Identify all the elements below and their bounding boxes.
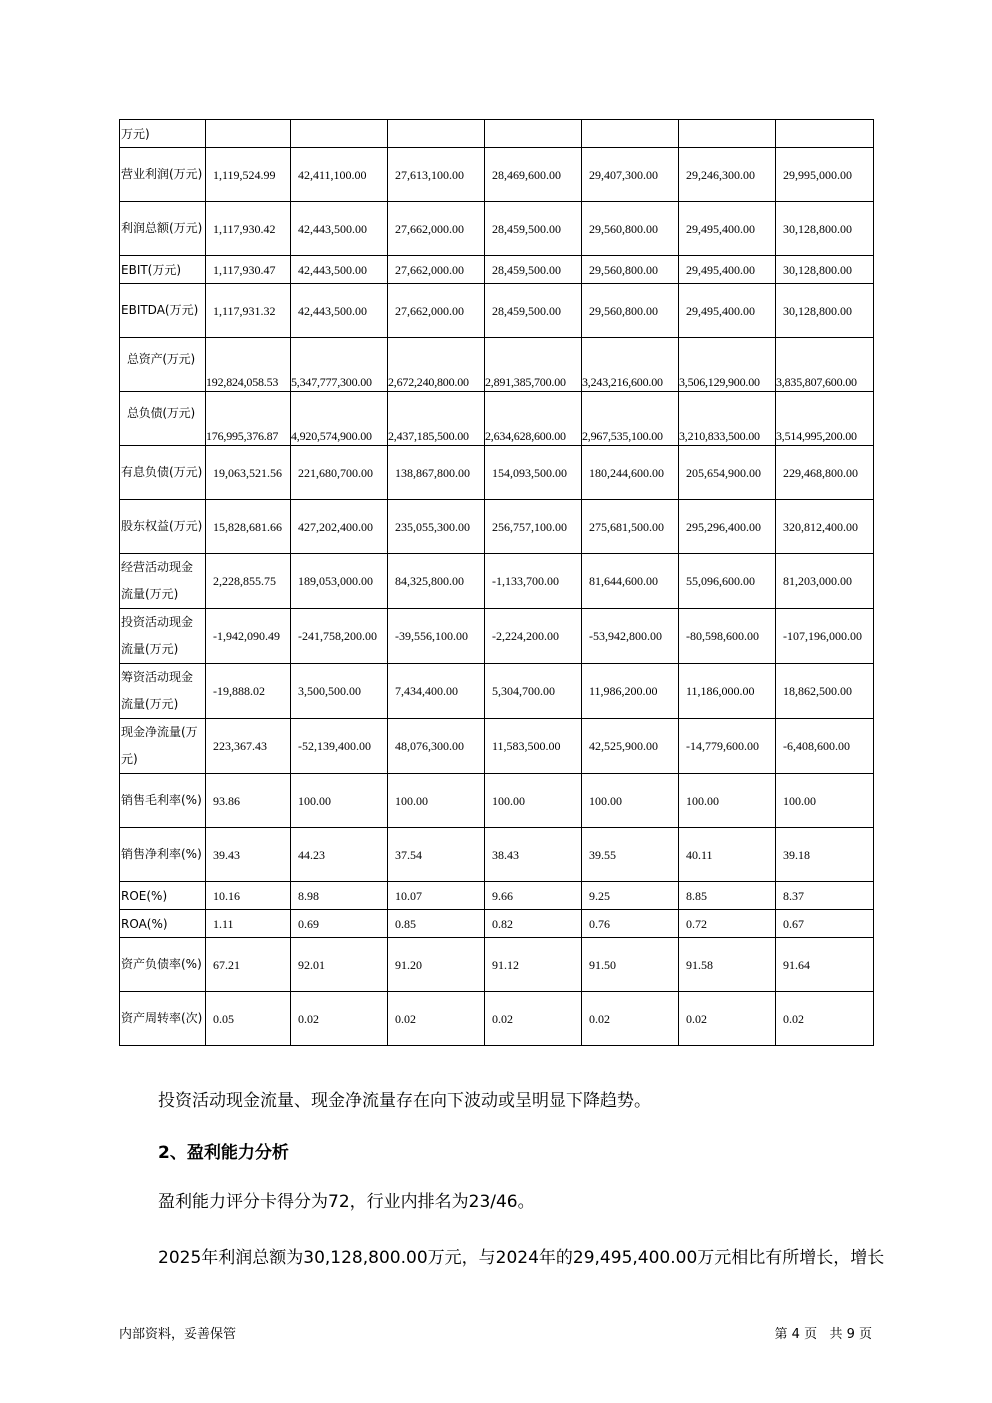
table-cell: 5,304,700.00	[485, 664, 582, 719]
table-cell: 7,434,400.00	[388, 664, 485, 719]
table-row	[120, 910, 874, 938]
table-cell: 19,063,521.56	[206, 446, 291, 500]
table-cell: 100.00	[776, 774, 874, 828]
table-cell: 2,634,628,600.00	[485, 392, 582, 446]
table-cell: 0.02	[291, 992, 388, 1046]
table-cell: 5,347,777,300.00	[291, 338, 388, 392]
table-cell: 3,514,995,200.00	[776, 392, 874, 446]
table-cell	[291, 120, 388, 148]
table-cell: 275,681,500.00	[582, 500, 679, 554]
table-cell: 427,202,400.00	[291, 500, 388, 554]
table-cell: 8.98	[291, 882, 388, 910]
table-cell: 0.69	[291, 910, 388, 938]
table-cell: 3,835,807,600.00	[776, 338, 874, 392]
table-cell: 0.85	[388, 910, 485, 938]
table-cell: -107,196,000.00	[776, 609, 874, 664]
table-cell: 138,867,800.00	[388, 446, 485, 500]
table-cell: 30,128,800.00	[776, 202, 874, 256]
table-row	[120, 338, 874, 392]
table-cell: 42,443,500.00	[291, 256, 388, 284]
table-cell: 11,583,500.00	[485, 719, 582, 774]
row-label: 总负债(万元)	[120, 392, 206, 446]
table-row	[120, 938, 874, 992]
table-cell: 29,246,300.00	[679, 148, 776, 202]
table-cell: 40.11	[679, 828, 776, 882]
table-row	[120, 500, 874, 554]
table-row	[120, 664, 874, 719]
table-cell: 1,119,524.99	[206, 148, 291, 202]
table-cell: 0.02	[388, 992, 485, 1046]
footer-confidential-note: 内部资料，妥善保管	[119, 1327, 237, 1342]
table-body	[120, 120, 874, 1046]
table-cell: 91.64	[776, 938, 874, 992]
table-cell: 0.02	[776, 992, 874, 1046]
table-cell: 30,128,800.00	[776, 284, 874, 338]
table-cell: 0.76	[582, 910, 679, 938]
table-cell: 11,986,200.00	[582, 664, 679, 719]
table-cell: 3,210,833,500.00	[679, 392, 776, 446]
table-cell: 27,662,000.00	[388, 284, 485, 338]
table-cell: 2,967,535,100.00	[582, 392, 679, 446]
table-cell: 0.02	[582, 992, 679, 1046]
row-label: 现金净流量(万元)	[120, 719, 206, 774]
table-cell: 42,525,900.00	[582, 719, 679, 774]
table-cell: 3,500,500.00	[291, 664, 388, 719]
table-cell: -1,942,090.49	[206, 609, 291, 664]
table-cell: 81,203,000.00	[776, 554, 874, 609]
table-cell: 1,117,930.47	[206, 256, 291, 284]
table-cell: 29,495,400.00	[679, 256, 776, 284]
table-cell: 91.12	[485, 938, 582, 992]
table-cell: 154,093,500.00	[485, 446, 582, 500]
financial-data-table	[119, 119, 874, 1046]
footer-page-number: 第 4 页 共 9 页	[774, 1327, 872, 1342]
table-cell: 91.58	[679, 938, 776, 992]
table-cell: 11,186,000.00	[679, 664, 776, 719]
table-row	[120, 284, 874, 338]
table-cell: 37.54	[388, 828, 485, 882]
table-cell: 28,469,600.00	[485, 148, 582, 202]
table-cell: -2,224,200.00	[485, 609, 582, 664]
paragraph-scorecard: 盈利能力评分卡得分为72，行业内排名为23/46。	[158, 1192, 535, 1212]
table-cell: 205,654,900.00	[679, 446, 776, 500]
table-cell: 42,411,100.00	[291, 148, 388, 202]
table-cell: 67.21	[206, 938, 291, 992]
table-cell: 229,468,800.00	[776, 446, 874, 500]
table-cell: 39.55	[582, 828, 679, 882]
table-cell: 3,243,216,600.00	[582, 338, 679, 392]
table-row	[120, 609, 874, 664]
table-row	[120, 554, 874, 609]
table-cell: 295,296,400.00	[679, 500, 776, 554]
table-cell: 28,459,500.00	[485, 284, 582, 338]
row-label: 总资产(万元)	[120, 338, 206, 392]
table-cell: 27,662,000.00	[388, 202, 485, 256]
table-cell: 223,367.43	[206, 719, 291, 774]
row-label: 销售毛利率(%)	[120, 774, 206, 828]
table-cell: 29,560,800.00	[582, 284, 679, 338]
table-cell: 39.43	[206, 828, 291, 882]
row-label: 投资活动现金流量(万元)	[120, 609, 206, 664]
table-cell: 180,244,600.00	[582, 446, 679, 500]
row-label: 营业利润(万元)	[120, 148, 206, 202]
row-label: 筹资活动现金流量(万元)	[120, 664, 206, 719]
table-cell: 100.00	[485, 774, 582, 828]
row-label: 利润总额(万元)	[120, 202, 206, 256]
table-cell: 2,228,855.75	[206, 554, 291, 609]
table-cell: 10.16	[206, 882, 291, 910]
table-row	[120, 882, 874, 910]
table-cell: 4,920,574,900.00	[291, 392, 388, 446]
table-cell: 92.01	[291, 938, 388, 992]
table-row	[120, 446, 874, 500]
table-cell: -6,408,600.00	[776, 719, 874, 774]
table-cell: 29,407,300.00	[582, 148, 679, 202]
table-row	[120, 120, 874, 148]
table-cell: 44.23	[291, 828, 388, 882]
table-cell: 192,824,058.53	[206, 338, 291, 392]
table-cell: 9.66	[485, 882, 582, 910]
table-cell	[388, 120, 485, 148]
table-cell: 8.85	[679, 882, 776, 910]
table-cell: 29,560,800.00	[582, 256, 679, 284]
table-cell: 235,055,300.00	[388, 500, 485, 554]
table-cell	[485, 120, 582, 148]
table-cell	[776, 120, 874, 148]
table-cell: 29,495,400.00	[679, 202, 776, 256]
table-cell: 93.86	[206, 774, 291, 828]
table-cell: 10.07	[388, 882, 485, 910]
table-cell: -14,779,600.00	[679, 719, 776, 774]
table-cell: 8.37	[776, 882, 874, 910]
table-cell: -241,758,200.00	[291, 609, 388, 664]
table-row	[120, 202, 874, 256]
table-cell: 81,644,600.00	[582, 554, 679, 609]
table-row	[120, 828, 874, 882]
table-cell: 30,128,800.00	[776, 256, 874, 284]
table-cell: 1,117,930.42	[206, 202, 291, 256]
table-cell: 189,053,000.00	[291, 554, 388, 609]
table-cell: 0.02	[485, 992, 582, 1046]
table-cell: 3,506,129,900.00	[679, 338, 776, 392]
table-cell: 100.00	[679, 774, 776, 828]
table-cell: 39.18	[776, 828, 874, 882]
table-cell: 91.20	[388, 938, 485, 992]
table-cell: 55,096,600.00	[679, 554, 776, 609]
table-cell: 0.67	[776, 910, 874, 938]
table-cell: -39,556,100.00	[388, 609, 485, 664]
table-cell	[679, 120, 776, 148]
table-cell: 221,680,700.00	[291, 446, 388, 500]
table-cell: 0.05	[206, 992, 291, 1046]
table-row	[120, 392, 874, 446]
table-cell: 15,828,681.66	[206, 500, 291, 554]
row-label: 有息负债(万元)	[120, 446, 206, 500]
table-cell: -53,942,800.00	[582, 609, 679, 664]
table-cell: 29,560,800.00	[582, 202, 679, 256]
table-cell: 100.00	[291, 774, 388, 828]
table-cell: 28,459,500.00	[485, 202, 582, 256]
table-cell: 320,812,400.00	[776, 500, 874, 554]
paragraph-total-profit: 2025年利润总额为30,128,800.00万元，与2024年的29,495,400.00万元相比有所增长，增长	[158, 1248, 885, 1268]
row-label: 股东权益(万元)	[120, 500, 206, 554]
row-label: ROA(%)	[120, 910, 206, 938]
table-cell: 84,325,800.00	[388, 554, 485, 609]
table-cell: 2,672,240,800.00	[388, 338, 485, 392]
table-cell	[206, 120, 291, 148]
table-row	[120, 256, 874, 284]
table-cell: 38.43	[485, 828, 582, 882]
table-cell: -19,888.02	[206, 664, 291, 719]
table-row	[120, 774, 874, 828]
table-cell: 29,495,400.00	[679, 284, 776, 338]
table-cell: 42,443,500.00	[291, 202, 388, 256]
section-heading-profitability: 2、盈利能力分析	[158, 1143, 289, 1163]
row-label: EBIT(万元)	[120, 256, 206, 284]
table-cell	[582, 120, 679, 148]
table-cell: 2,891,385,700.00	[485, 338, 582, 392]
table-row	[120, 148, 874, 202]
row-label: 万元)	[120, 120, 206, 148]
table-cell: 28,459,500.00	[485, 256, 582, 284]
row-label: EBITDA(万元)	[120, 284, 206, 338]
table-cell: -1,133,700.00	[485, 554, 582, 609]
table-cell: 1,117,931.32	[206, 284, 291, 338]
table-cell: 100.00	[388, 774, 485, 828]
table-cell: 176,995,376.87	[206, 392, 291, 446]
paragraph-trend-note: 投资活动现金流量、现金净流量存在向下波动或呈明显下降趋势。	[158, 1091, 651, 1111]
table-cell: -80,598,600.00	[679, 609, 776, 664]
row-label: 销售净利率(%)	[120, 828, 206, 882]
table-cell: 42,443,500.00	[291, 284, 388, 338]
row-label: 资产负债率(%)	[120, 938, 206, 992]
row-label: 资产周转率(次)	[120, 992, 206, 1046]
table-cell: 256,757,100.00	[485, 500, 582, 554]
row-label: 经营活动现金流量(万元)	[120, 554, 206, 609]
table-cell: 1.11	[206, 910, 291, 938]
table-cell: 100.00	[582, 774, 679, 828]
table-cell: 0.72	[679, 910, 776, 938]
table-cell: -52,139,400.00	[291, 719, 388, 774]
table-cell: 2,437,185,500.00	[388, 392, 485, 446]
table-cell: 48,076,300.00	[388, 719, 485, 774]
table-cell: 29,995,000.00	[776, 148, 874, 202]
table-cell: 27,613,100.00	[388, 148, 485, 202]
table-cell: 9.25	[582, 882, 679, 910]
row-label: ROE(%)	[120, 882, 206, 910]
table-cell: 91.50	[582, 938, 679, 992]
table-cell: 0.02	[679, 992, 776, 1046]
table-row	[120, 719, 874, 774]
table-row	[120, 992, 874, 1046]
table-cell: 27,662,000.00	[388, 256, 485, 284]
table-cell: 0.82	[485, 910, 582, 938]
table-cell: 18,862,500.00	[776, 664, 874, 719]
